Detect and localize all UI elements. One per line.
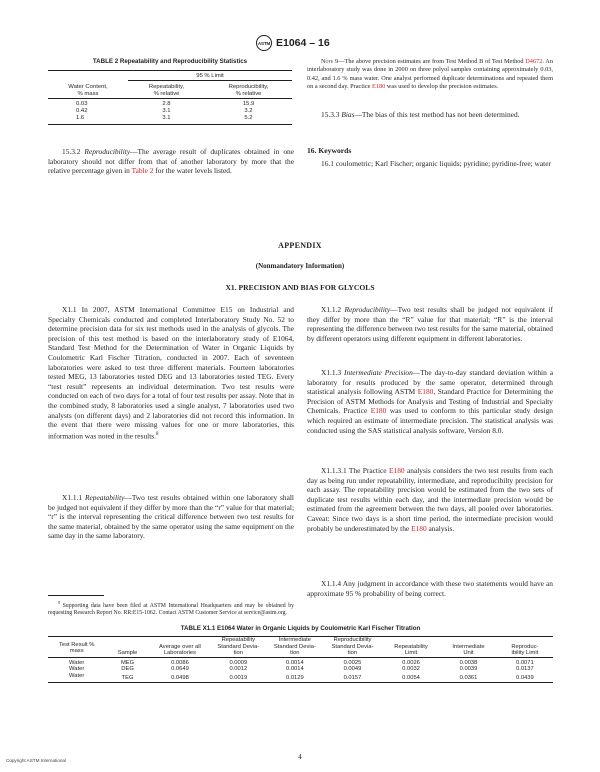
e180-link[interactable]: E180 [388, 466, 405, 475]
table-2-group-header: 95 % Limit [128, 71, 292, 81]
appendix-title: APPENDIX [278, 241, 322, 250]
appendix-section-title: X1. PRECISION AND BIAS FOR GLYCOLS [225, 283, 375, 292]
section-x1-1-3-1: X1.1.3.1 The Practice E180 analysis considers the two test results from each day as being run under repeatability, intermediate, and reproducibilty precision for each assay. The repeatability precision would be estimated from the two sets of duplicate test results within each day, and the intermediate precision would be estimated from the agreement between the two days, all pooled over laboratories. Caveat: Since two days is a short time period, the intermediate precision would probably be underestimated by the E180 analysis. [307, 466, 553, 533]
col-reproducibility-sd: Reproducibility Standard Devia- tion [331, 637, 374, 657]
table-x1-1-grid [48, 636, 553, 683]
col-intermediate-unit: Intermediate Unit [452, 643, 485, 657]
footnote-ref-8: 8 [155, 431, 159, 437]
table-row: 1.6 3.1 5.2 [76, 115, 253, 121]
footnote-8: $^8$ Supporting data have been filed at ASTM International Headquarters and may be obtained by requesting Research Report No. RR:E15-1062. Contact ASTM Customer Service at service@astm.org. [48, 600, 294, 617]
table-2-col-reproducibility: Reproducibility, % relative [228, 84, 269, 97]
d4672-link[interactable]: D4672 [525, 58, 543, 65]
table-x1-1 [48, 625, 553, 683]
col-reproducibility-limit: Reproduc- ibility Limit [511, 643, 539, 657]
table-2-grid [48, 71, 292, 125]
table-row: 0.42 3.1 3.2 [76, 108, 253, 114]
col-repeatability-sd: Repeatability Standard Devia- tion [217, 637, 260, 657]
section-x1-1-1: X1.1.1 Repeatability—Two test results obtained within one laboratory shall be judged not equivalent if they differ by more than the “r” value for that material; “r” is the interval representing the critical difference between two test results for the same material, obtained by the same operator using the same equipment on the same day in the same laboratory. [48, 493, 294, 541]
keywords-heading: 16. Keywords [307, 146, 352, 155]
col-sample: Sample [117, 650, 138, 657]
keywords-text: 16.1 coulometric; Karl Fischer; organic liquids; pyridine; pyridine-free; water [321, 159, 551, 168]
table-2-link[interactable]: Table 2 [131, 166, 154, 176]
table-row: Water TEG 0.0498 0.0019 0.0129 0.0157 0.0054 0.0361 0.0439 [48, 673, 553, 682]
table-row: Water MEG 0.0086 0.0009 0.0014 0.0025 0.0026 0.0038 0.0071 [69, 659, 534, 666]
section-x1-1-3: X1.1.3 Intermediate Precision—The day-to-day standard deviation within a laboratory for results produced by the same operator, determined through statistical analysis following ASTM E180, Standard Practice for Determining the Precision of ASTM Methods for Analysis and Testing of Industrial and Specialty Chemicals. Practice E180 was used to conform to this particular study design which required an estimate of intermediate precision. The statistical analysis was conducted using the SAS statistical analysis software, Version 8.0. [307, 368, 553, 435]
page-number: 4 [298, 752, 302, 761]
table-2-col-repeatability: Repeatability, % relative [148, 84, 185, 97]
appendix-subtitle: (Nonmandatory Information) [255, 262, 345, 270]
e180-link[interactable]: E180 [417, 387, 434, 397]
section-15-3-2: 15.3.2 Reproducibility—The average result of duplicates obtained in one laboratory should not differ from that of another laboratory by more that the relative percentage given in Table 2 for the water levels listed. [48, 147, 294, 176]
table-2-col-water: Water Content, % mass [68, 83, 108, 97]
table-row: 0.03 2.8 15.9 [76, 101, 255, 107]
col-intermediate-sd: Intermediate Standard Devia- tion [273, 637, 316, 657]
table-row: Water DEG 0.0649 0.0012 0.0014 0.0049 0.0032 0.0039 0.0137 [69, 666, 534, 673]
table-2 [48, 58, 292, 125]
table-x1-1-caption: TABLE X1.1 E1064 Water in Organic Liquids by Coulometric Karl Fischer Titration [180, 625, 421, 632]
section-x1-1: X1.1 In 2007, ASTM International Committee E15 on Industrial and Specialty Chemicals conducted and completed Interlaboratory Study No. 52 to determine precision data for six test methods used in the analysis of glycols. The precision of this test method is based on the interlaboratory study of E1064, Standard Test Method for the Determination of Water in Organic Liquids by Coulometric Karl Fischer Titration, conducted in 2007. Each of seventeen laboratories were asked to test three different materials. Fourteen laboratories tested MEG, 13 laboratories tested DEG and 13 laboratories tested TEG. Every “test result” represents an individual determination. Two test results were conducted on each of two days for a total of four test results per assay. Note that in the combined study, 8 laboratories used a single analyst, 7 laboratories used two analysts (on different days) and 2 laboratories did not record this information. In the event that there were missing values for one or more laboratories, this information was noted in the results.$^8$ [48, 305, 294, 441]
e180-link[interactable]: E180 [371, 82, 386, 90]
e180-link[interactable]: E180 [411, 523, 427, 533]
table-2-caption: TABLE 2 Repeatability and Reproducibility Statistics [92, 58, 248, 65]
copyright-notice: Copyright ASTM International [6, 758, 67, 763]
section-x1-1-4: X1.1.4 Any judgment in accordance with these two statements would have an approximate 95 % probability of being correct. [307, 579, 553, 598]
document-designation: E1064 – 16 [276, 37, 330, 49]
footnote-rule [48, 595, 104, 596]
page-header [256, 35, 330, 51]
section-x1-1-2: X1.1.2 Reproducibility—Two test results shall be judged not equivalent if they differ by more than the “R” value for that material; “R” is the interval representing the difference between two test results for the same material, obtained by different operators using different equipment in different laboratories. [307, 305, 553, 343]
col-test-result: Test Result % mass [58, 641, 95, 655]
note-9: Note 9—The above precision estimates are from Test Method B of Test Method D4672. An interlaboratory study was done in 2000 on three polyol samples containing approximately 0.03, 0.42, and 1.6 % mass water. One analyst performed duplicate determinations and repeated them on a second day. Practice E180 was used to develop the precision estimates. [307, 58, 554, 90]
section-15-3-3: 15.3.3 Bias—The bias of this test method has not been determined. [321, 110, 520, 119]
e180-link[interactable]: E180 [370, 406, 387, 416]
astm-logo: ASTM [256, 35, 272, 51]
col-average: Average over all Laboratories [159, 643, 201, 657]
col-repeatability-limit: Repeatability Limit [394, 643, 428, 657]
